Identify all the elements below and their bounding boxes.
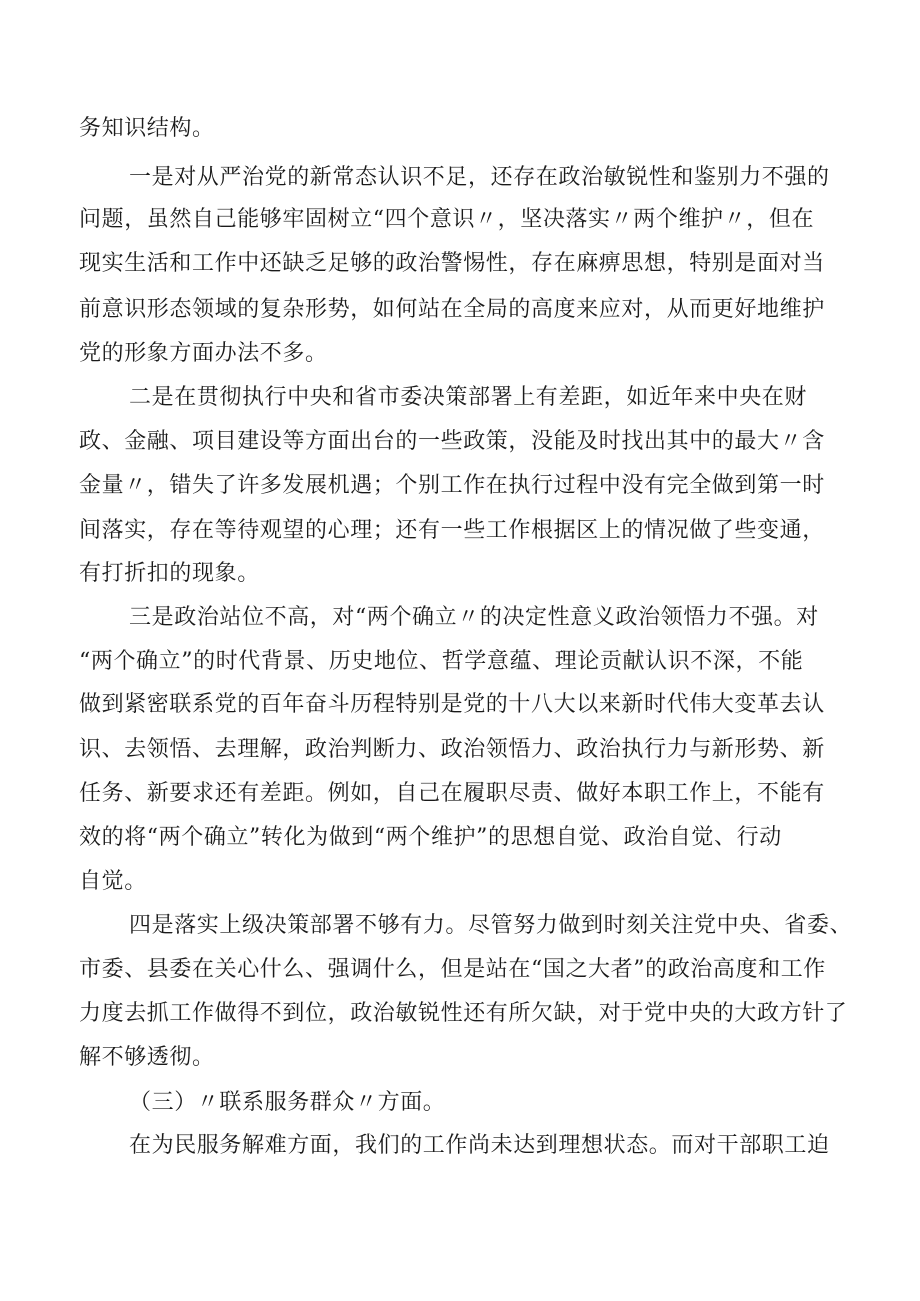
text-line: 间落实，存在等待观望的心理；还有一些工作根据区上的情况做了些变通，	[79, 518, 825, 543]
paragraph-3-first-line: 三是政治站位不高，对“两个确立〃的决定性意义政治领悟力不强。对	[129, 605, 819, 630]
text-line: 现实生活和工作中还缺乏足够的政治警惕性，存在麻痹思想，特别是面对当	[79, 251, 825, 276]
text-line: 做到紧密联系党的百年奋斗历程特别是党的十八大以来新时代伟大变革去认	[79, 692, 825, 717]
text-line: 解不够透彻。	[79, 1045, 215, 1070]
text-line: 市委、县委在关心什么、强调什么，但是站在“国之大者”的政治高度和工作	[79, 957, 826, 982]
paragraph-1-first-line: 一是对从严治党的新常态认识不足，还存在政治敏锐性和鉴别力不强的	[129, 165, 830, 190]
text-line: 识、去领悟、去理解，政治判断力、政治领悟力、政治执行力与新形势、新	[79, 737, 825, 762]
text-line: 金量〃，错失了许多发展机遇；个别工作在执行过程中没有完全做到第一时	[79, 473, 825, 498]
text-line: 有打折扣的现象。	[79, 561, 260, 586]
paragraph-2-first-line: 二是在贯彻执行中央和省市委决策部署上有差距，如近年来中央在财	[129, 385, 808, 410]
text-line: 效的将“两个确立”转化为做到“两个维护”的思想自觉、政治自觉、行动	[79, 825, 782, 850]
paragraph-5-first-line: 在为民服务解难方面，我们的工作尚未达到理想状态。而对干部职工迫	[129, 1133, 830, 1158]
text-line: “两个确立”的时代背景、历史地位、哲学意蕴、理论贡献认识不深，不能	[79, 649, 804, 674]
text-line: 前意识形态领域的复杂形势，如何站在全局的高度来应对，从而更好地维护	[79, 297, 825, 322]
text-line: 政、金融、项目建设等方面出台的一些政策，没能及时找出其中的最大〃含	[79, 429, 825, 454]
section-heading: （三）〃联系服务群众〃方面。	[129, 1090, 446, 1115]
text-line: 党的形象方面办法不多。	[79, 341, 328, 366]
text-line: 务知识结构。	[79, 116, 215, 141]
paragraph-4-first-line: 四是落实上级决策部署不够有力。尽管努力做到时刻关注党中央、省委、	[129, 913, 853, 938]
text-line: 力度去抓工作做得不到位，政治敏锐性还有所欠缺，对于党中央的大政方针了	[79, 1001, 848, 1026]
text-line: 问题，虽然自己能够牢固树立“四个意识〃，坚决落实〃两个维护〃，但在	[79, 207, 815, 232]
text-line: 自觉。	[79, 869, 147, 894]
text-line: 任务、新要求还有差距。例如，自己在履职尽责、做好本职工作上，不能有	[79, 781, 825, 806]
